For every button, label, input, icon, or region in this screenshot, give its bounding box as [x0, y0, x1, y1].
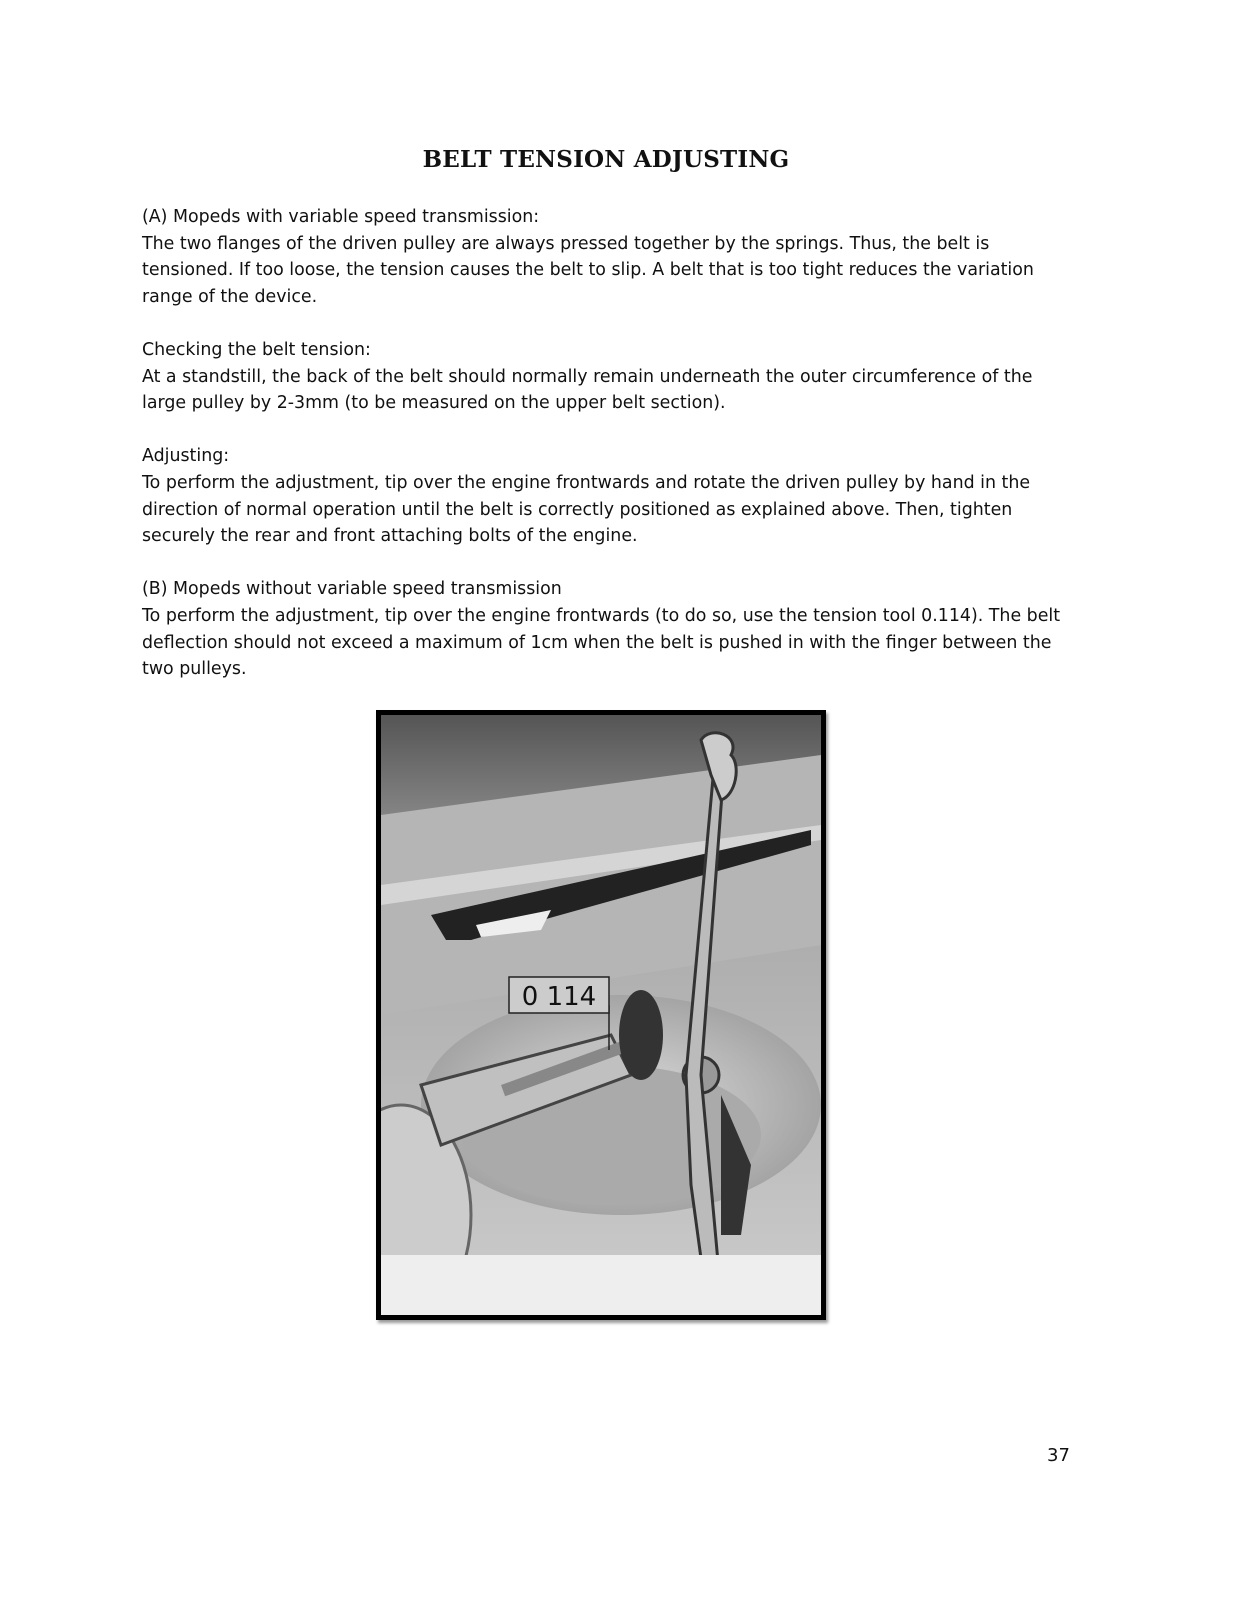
- section-b: [142, 576, 1072, 682]
- body-text: [142, 204, 1072, 709]
- belt-tension-photo: [376, 710, 826, 1320]
- section-heading: (A) Mopeds with variable speed transmission:: [142, 207, 540, 227]
- section-text: To perform the adjustment, tip over the engine frontwards (to do so, use the tension tool 0.114). The belt deflection should not exceed a maximum of 1cm when the belt is pushed in with the finger between the two pulleys.: [142, 605, 1061, 680]
- section-checking: [142, 337, 1072, 417]
- section-text: To perform the adjustment, tip over the engine frontwards and rotate the driven pulley by hand in the direction of normal operation until the belt is correctly positioned as explained above. Then, tighten securely the rear and front attaching bolts of the engine.: [142, 472, 1031, 547]
- section-a: [142, 204, 1072, 310]
- tool-label: 0 114: [521, 982, 597, 1012]
- section-heading: Checking the belt tension:: [142, 339, 371, 360]
- section-text: At a standstill, the back of the belt should normally remain underneath the outer circumference of the large pulley by 2-3mm (to be measured on the upper belt section).: [142, 366, 1033, 414]
- section-heading: Adjusting:: [142, 446, 230, 467]
- section-heading: (B) Mopeds without variable speed transmission: [142, 579, 562, 600]
- section-text: The two flanges of the driven pulley are always pressed together by the springs. Thus, the belt is tensioned. If too loose, the tension causes the belt to slip. A belt that is too tight reduces the variation range of the device.: [142, 233, 1034, 307]
- page-title: BELT TENSION ADJUSTING: [422, 146, 790, 173]
- section-adjusting: [142, 443, 1072, 549]
- page-number: 37: [1047, 1445, 1070, 1466]
